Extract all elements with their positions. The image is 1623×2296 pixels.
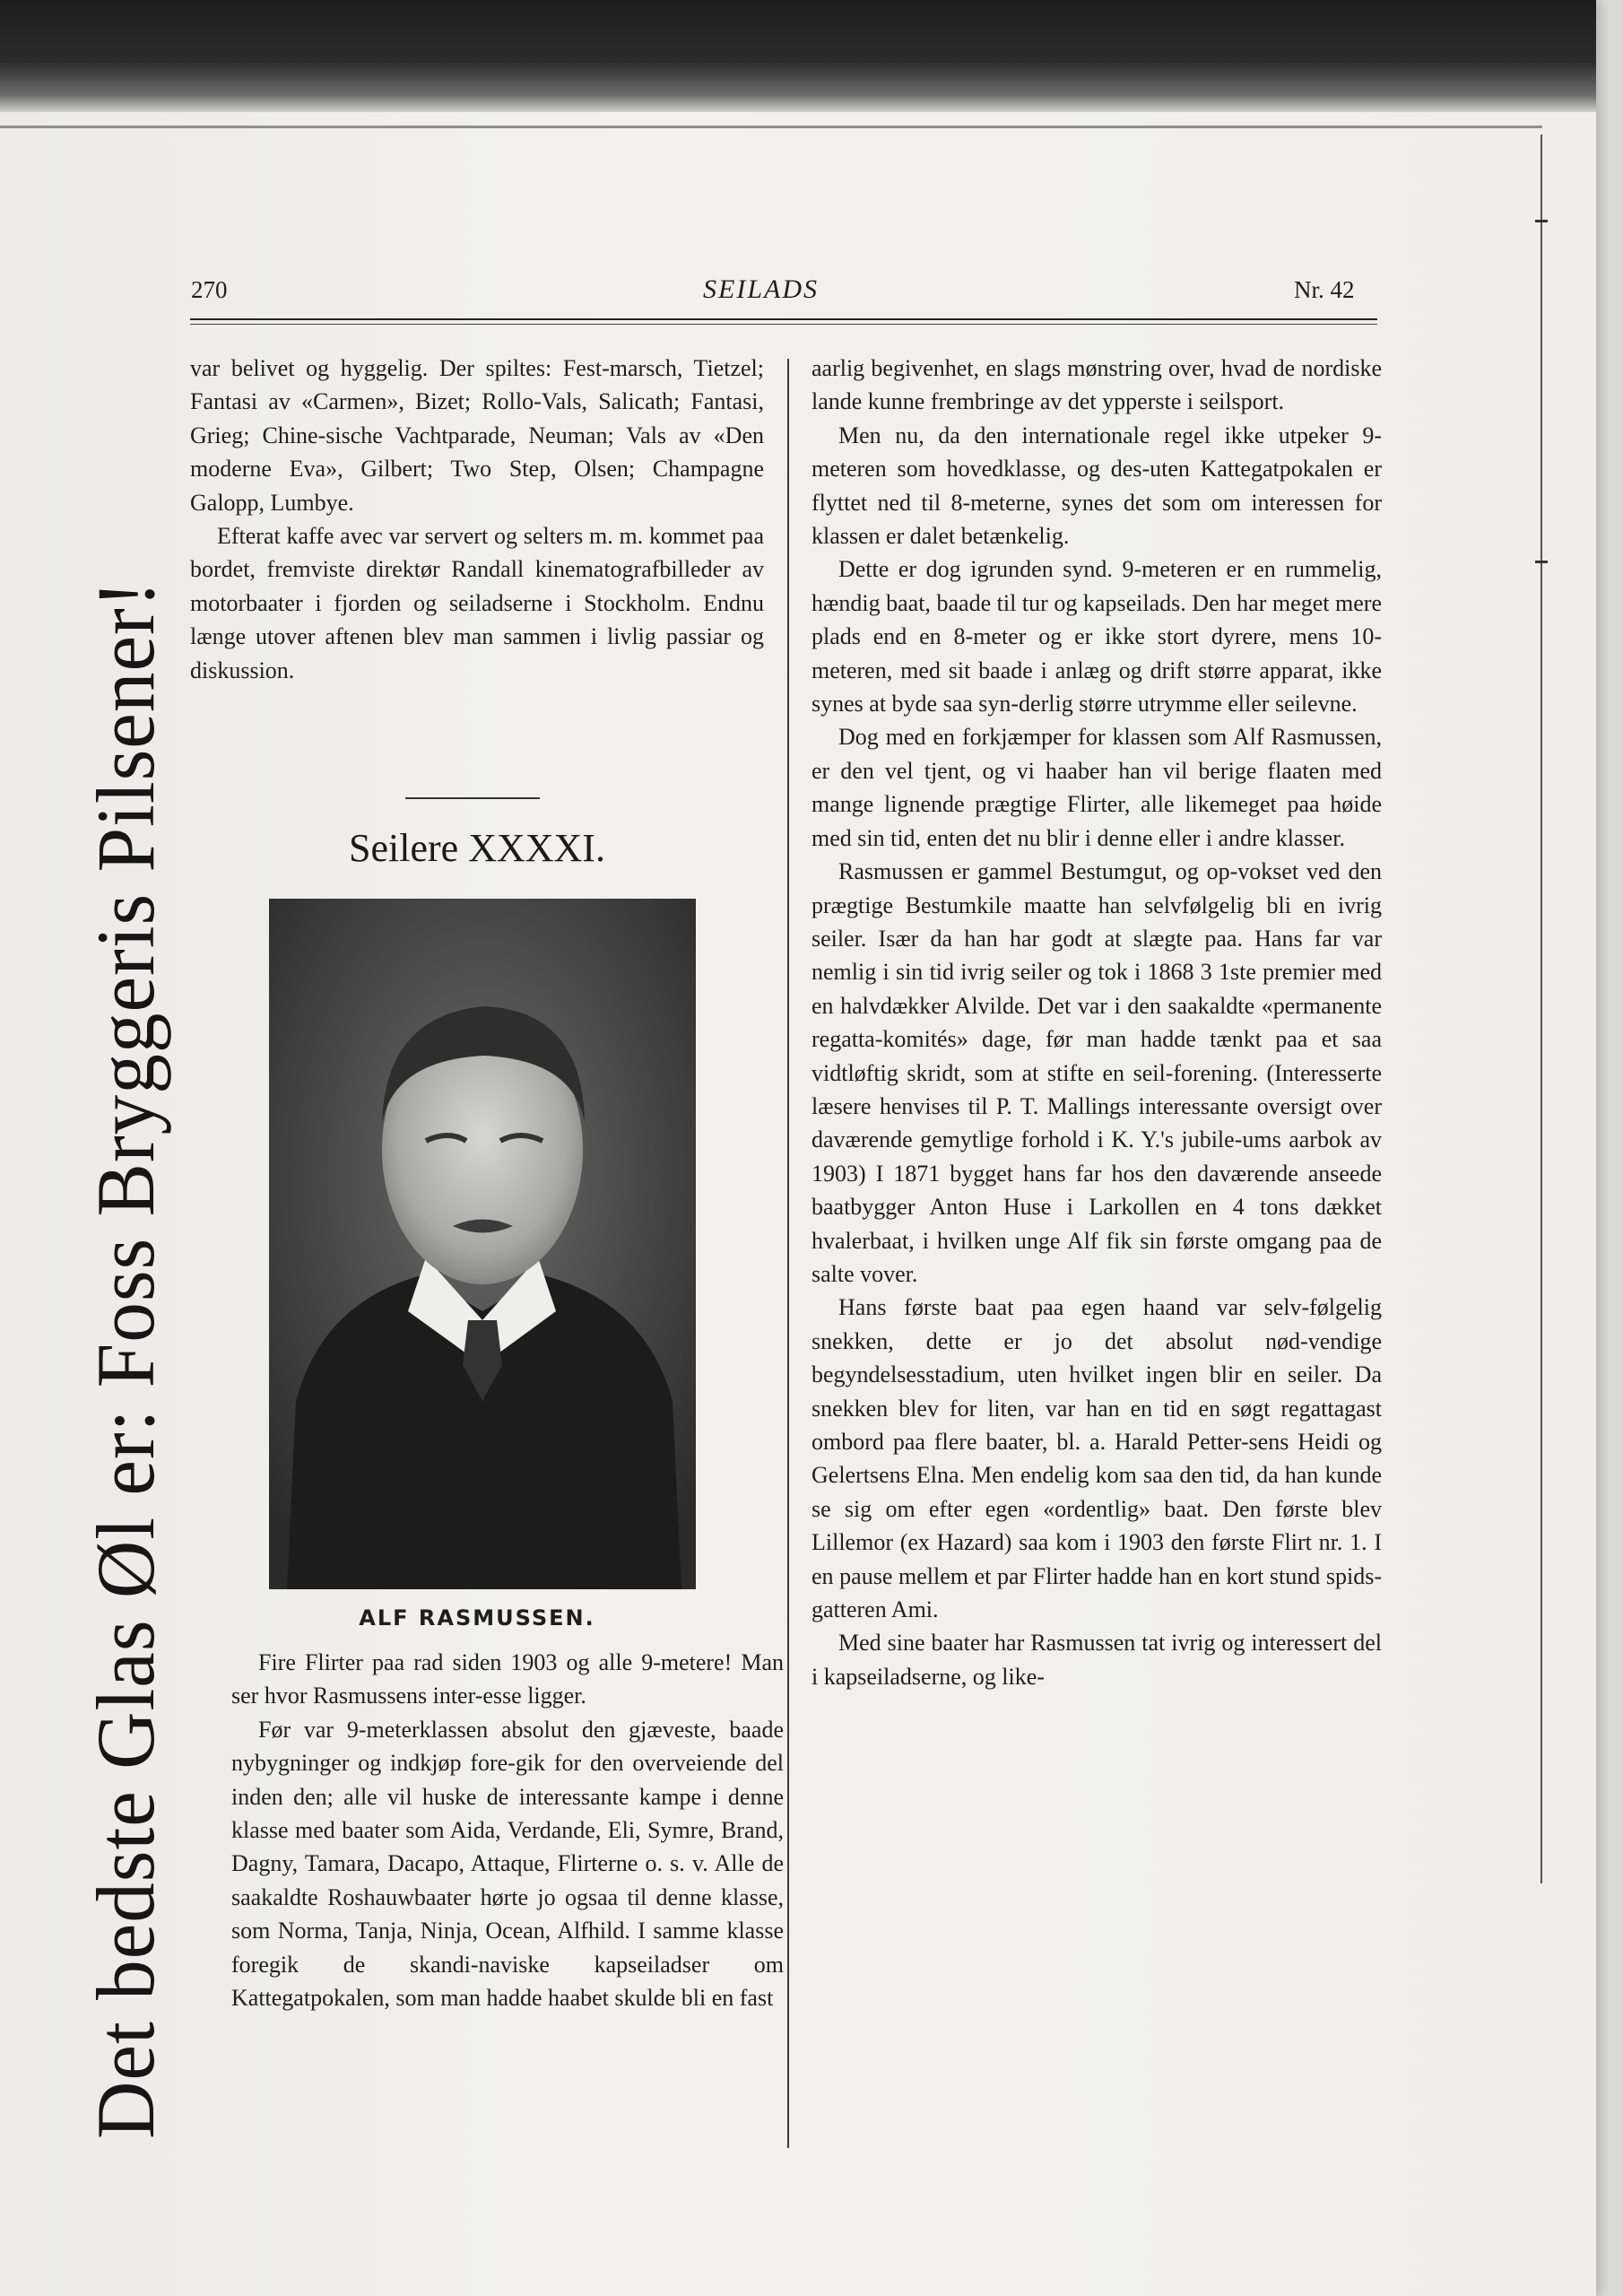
right-fold-line [1541,135,1542,1883]
fold-mark [1535,561,1548,563]
portrait-caption: ALF RASMUSSEN. [359,1605,595,1631]
header-rule [190,318,1377,325]
publication-title: SEILADS [703,274,819,304]
paragraph: Dog med en forkjæmper for klassen som Alf Rasmussen, er den vel tjent, og vi haaber han vil berige flaaten med mange lignende prægtige Flirter, alle likemeget paa høide med sin tid, enten det nu blir i denne eller i andre klasser. [812,724,1382,851]
issue-number: Nr. 42 [1294,276,1355,303]
paragraph: Rasmussen er gammel Bestumgut, og op-vokset ved den prægtige Bestumkile maatte han selvfølgelig bli en ivrig seiler. Især da han har godt at slægte paa. Hans far var nemlig i sin tid ivrig seiler og tok i 1868 3 1ste premier med en halvdækker Alvilde. Det var i den saakaldte «permanente regatta-komités» dage, før man hadde tænkt paa et saa vidtløftig skridt, som at stifte en seil-forening. (Interesserte læsere henvises til P. T. Mallings interessante oversigt over daværende gemytlige forhold i K. Y.'s jubile-ums aarbok av 1903) I 1871 bygget hans far hos den daværende anseede baatbygger Anton Huse i Larkollen en 4 tons dækket hvalerbaat, i hvilken unge Alf fik sin første omgang paa de salte vover. [812,858,1382,1287]
paragraph: Men nu, da den internationale regel ikke utpeker 9-meteren som hovedklasse, og des-uten Kattegatpokalen er flyttet ned til 8-meterne, synes det som om interessen for klassen er dalet betænkelig. [812,422,1382,550]
paragraph: Før var 9-meterklassen absolut den gjæveste, baade nybygninger og indkjøp fore-gik for den overveiende del inden den; alle vil huske de interessante kampe i denne klasse med baater som Aida, Verdande, Eli, Symre, Brand, Dagny, Tamara, Dacapo, Attaque, Flirterne o. s. v. Alle de saakaldte Roshauwbaater hørte jo ogsaa til denne klasse, som Norma, Tanja, Ninja, Ocean, Alfhild. I samme klasse foregik de skandi-naviske kapseiladser om Kattegatpokalen, som man hadde haabet skulde bli en fast [231,1716,784,2012]
page-number: 270 [191,276,228,303]
right-column [812,352,1382,1693]
paragraph: Efterat kaffe avec var servert og selters m. m. kommet paa bordet, fremviste direktør Randall kinematografbilleder av motorbaater i fjorden og seiladserne i Stockholm. Endnu længe utover aftenen blev man sammen i livlig passiar og diskussion. [190,523,764,683]
left-column-top [190,352,764,687]
portrait-photo [269,899,696,1589]
column-divider [787,359,789,2148]
left-column-bottom [231,1646,784,2014]
paragraph: Fire Flirter paa rad siden 1903 og alle 9-metere! Man ser hvor Rasmussens inter-esse ligger. [231,1649,784,1709]
paragraph: Med sine baater har Rasmussen tat ivrig og interessert del i kapseiladserne, og like- [812,1630,1382,1690]
paragraph: Dette er dog igrunden synd. 9-meteren er en rummelig, hændig baat, baade til tur og kapseilads. Den har meget mere plads end en 8-meter og er ikke stort dyrere, mens 10-meteren, med sit baade i anlæg og drift større apparat, ikke synes at byde saa syn-derlig større utrymme eller seilevne. [812,556,1382,718]
section-divider [405,797,540,799]
scan-shadow-band [0,0,1596,112]
paragraph: Hans første baat paa egen haand var selv-følgelig snekken, dette er jo det absolut nød-vendige begyndelsesstadium, uten hvilket ingen blir en seiler. Da snekken blev for liten, var han en tid en søgt regattagast ombord paa flere baater, bl. a. Harald Petter-sens Heidi og Gelertsens Elna. Men endelig kom saa den tid, da han kunde se sig om efter egen «ordentlig» baat. Den første blev Lillemor (ex Hazard) saa kom i 1903 den første Flirt nr. 1. I en pause mellem et par Flirter hadde han en kort stund spids-gatteren Ami. [812,1294,1382,1623]
fold-mark [1535,220,1548,222]
side-advertisement: Det bedste Glas Øl er: Foss Bryggeris Pilsener! [80,579,171,2139]
portrait-illustration [269,899,696,1589]
section-heading: Seilere XXXXI. [349,826,605,870]
paragraph: aarlig begivenhet, en slags mønstring over, hvad de nordiske lande kunne frembringe av det ypperste i seilsport. [812,355,1382,415]
page-edge-line [0,126,1542,128]
paragraph: var belivet og hyggelig. Der spiltes: Fest-marsch, Tietzel; Fantasi av «Carmen», Bizet; Rollo-Vals, Salicath; Fantasi, Grieg; Chine-sische Vachtparade, Neuman; Vals av «Den moderne Eva», Gilbert; Two Step, Olsen; Champagne Galopp, Lumbye. [190,355,764,516]
